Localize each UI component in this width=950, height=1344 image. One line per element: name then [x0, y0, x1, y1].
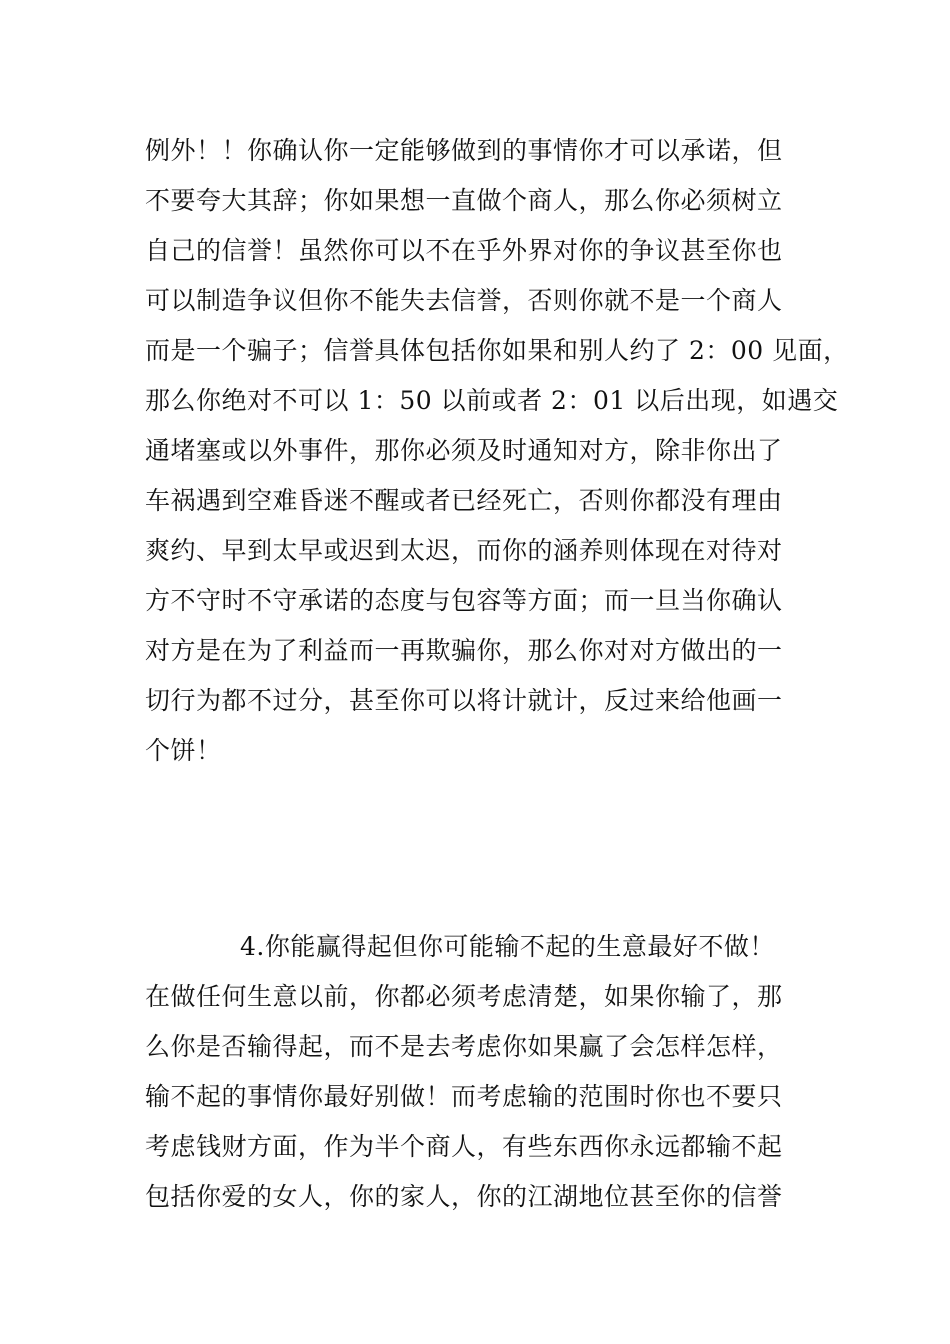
- text-line: 例外！！你确认你一定能够做到的事情你才可以承诺，但: [145, 136, 783, 165]
- text-line: 那么你绝对不可以 1：50 以前或者 2：01 以后出现，如遇交: [145, 386, 839, 415]
- section-heading: 4.你能赢得起但你可能输不起的生意最好不做！: [240, 932, 775, 961]
- text-line: 通堵塞或以外事件，那你必须及时通知对方，除非你出了: [145, 436, 783, 465]
- text-line: 在做任何生意以前，你都必须考虑清楚，如果你输了，那: [145, 982, 783, 1011]
- text-line: 个饼！: [145, 736, 222, 765]
- text-line: 而是一个骗子；信誉具体包括你如果和别人约了 2：00 见面，: [145, 336, 849, 365]
- text-line: 切行为都不过分，甚至你可以将计就计，反过来给他画一: [145, 686, 783, 715]
- text-line: 不要夸大其辞；你如果想一直做个商人，那么你必须树立: [145, 186, 783, 215]
- text-line: 包括你爱的女人，你的家人，你的江湖地位甚至你的信誉: [145, 1182, 783, 1211]
- text-line: 爽约、早到太早或迟到太迟，而你的涵养则体现在对待对: [145, 536, 783, 565]
- text-line: 自己的信誉！虽然你可以不在乎外界对你的争议甚至你也: [145, 236, 783, 265]
- text-line: 考虑钱财方面，作为半个商人，有些东西你永远都输不起: [145, 1132, 783, 1161]
- text-line: 输不起的事情你最好别做！而考虑输的范围时你也不要只: [145, 1082, 783, 1111]
- text-line: 车祸遇到空难昏迷不醒或者已经死亡，否则你都没有理由: [145, 486, 783, 515]
- text-line: 么你是否输得起，而不是去考虑你如果赢了会怎样怎样，: [145, 1032, 783, 1061]
- text-line: 方不守时不守承诺的态度与包容等方面；而一旦当你确认: [145, 586, 783, 615]
- text-line: 可以制造争议但你不能失去信誉，否则你就不是一个商人: [145, 286, 783, 315]
- text-line: 对方是在为了利益而一再欺骗你，那么你对对方做出的一: [145, 636, 783, 665]
